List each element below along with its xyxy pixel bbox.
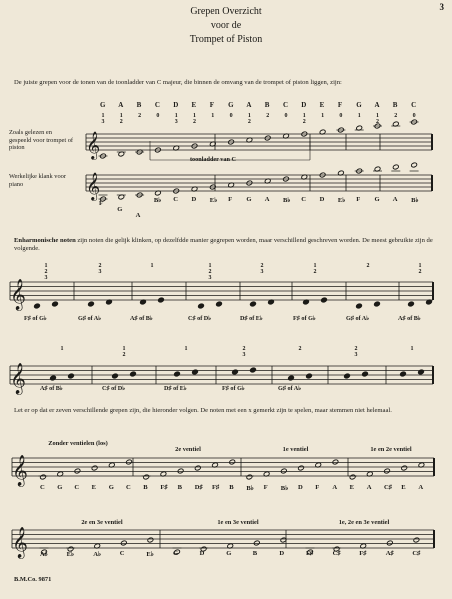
fingering: 1 2 xyxy=(247,113,251,126)
bottom-note-name: E♭ xyxy=(337,197,346,204)
sounding-note xyxy=(411,162,418,168)
series-note xyxy=(298,465,305,471)
top-note-name: G xyxy=(100,101,106,109)
top-note-name: F xyxy=(337,101,343,109)
sharp-note xyxy=(198,303,205,309)
series-note xyxy=(74,468,81,474)
sounding-note xyxy=(392,164,399,170)
enharmonic-pair: F♯ of G♭ xyxy=(24,315,47,322)
series-note-name: C xyxy=(126,484,131,491)
fingering: 0 xyxy=(339,113,343,119)
page-title-line1: Grepen Overzicht xyxy=(190,6,262,17)
enharmonic-fingering: 1 2 3 xyxy=(208,263,212,282)
bottom-note-name: G xyxy=(374,196,380,203)
bottom-note-name: A xyxy=(392,196,398,203)
enharmonic-body: zijn noten die gelijk klinken, op dezelfdde manier gegrepen worden, maar verschillend geschreven worden. De meest gebruikte zijn de volgende. xyxy=(14,237,433,253)
top-note-name: E xyxy=(191,101,197,109)
fingering: 1 xyxy=(357,113,361,119)
enharmonic-fingering: 2 xyxy=(298,346,302,352)
series-note-name: G xyxy=(226,550,232,557)
enharmonic-pair: G♯ of A♭ xyxy=(346,315,370,322)
treble-clef: 𝄞 xyxy=(10,363,26,394)
flat-note xyxy=(321,297,328,303)
series-note xyxy=(143,474,150,480)
flat-note xyxy=(158,297,165,303)
series-note xyxy=(126,459,133,465)
series-note-name: E xyxy=(349,484,354,491)
fingering: 1 2 xyxy=(193,113,196,126)
valve-group-label: 1e en 2e ventiel xyxy=(370,446,412,453)
fingering: 0 xyxy=(156,113,160,119)
series-note-name: F xyxy=(263,484,268,491)
enharmonic-fingering: 2 3 xyxy=(98,263,102,276)
series-note xyxy=(120,540,127,546)
series-text: Let er op dat er zeven verschillende grepen zijn, die hieronder volgen. De noten met een x gemerkt zijn te spelen, maar stemmen niet helemaal. xyxy=(14,407,392,414)
series-note-name: C xyxy=(74,484,80,491)
series-note-name: F♯ xyxy=(359,550,367,557)
fingering: 1 xyxy=(211,113,215,119)
series-note-name: C xyxy=(119,550,125,557)
bottom-note-name: A xyxy=(135,212,141,219)
enharmonic-pair: A♯ of B♭ xyxy=(40,385,63,392)
top-note-name: A xyxy=(246,101,252,109)
page-title-line3: Trompet of Piston xyxy=(189,34,263,45)
series-note xyxy=(40,474,47,480)
treble-clef: 𝄞 xyxy=(12,527,28,558)
flat-note xyxy=(374,301,381,307)
treble-clef: 𝄞 xyxy=(86,172,101,200)
fingering: 1 3 xyxy=(174,113,178,126)
series-note-name: C xyxy=(40,484,45,491)
fingering: 2 xyxy=(266,113,270,119)
enharmonic-pair: D♯ of E♭ xyxy=(164,385,187,392)
bottom-note-name: C xyxy=(173,196,178,203)
series-note xyxy=(41,549,48,555)
series-note xyxy=(67,546,74,552)
bottom-note-name: B♭ xyxy=(411,197,419,204)
series-note-name: B♭ xyxy=(280,485,289,492)
series-note-name: B xyxy=(229,484,234,491)
top-note-name: C xyxy=(283,101,289,109)
enharmonic-fingering: 1 2 3 xyxy=(44,263,48,282)
series-note-name: B♭ xyxy=(246,485,254,492)
fingering: 1 2 xyxy=(302,113,306,126)
flat-note xyxy=(192,369,199,375)
treble-clef: 𝄞 xyxy=(86,131,101,159)
enharmonic-pair: D♯ of E♭ xyxy=(240,315,263,322)
series-note-name: E xyxy=(401,484,406,491)
series-note xyxy=(307,549,314,555)
scale-caption: toonladder van C xyxy=(190,156,236,163)
enharmonic-fingering: 1 2 xyxy=(418,263,422,276)
enharmonic-pair: C♯ of D♭ xyxy=(188,315,212,322)
series-note xyxy=(349,474,356,480)
sharp-note xyxy=(408,301,415,307)
bottom-note-name: G xyxy=(117,206,123,213)
sharp-note xyxy=(344,373,351,379)
series-note xyxy=(200,546,207,552)
flat-note xyxy=(250,367,257,373)
flat-note xyxy=(418,369,425,375)
sharp-note xyxy=(232,369,239,375)
top-note-name: C xyxy=(411,101,417,109)
series-note-name: E♭ xyxy=(146,551,154,558)
series-note xyxy=(333,546,340,552)
flat-note xyxy=(52,301,59,307)
top-note-name: C xyxy=(154,101,160,109)
sharp-note xyxy=(112,373,119,379)
bottom-note-name: F xyxy=(228,196,233,203)
series-note xyxy=(386,540,393,546)
enharmonic-pair: F♯ of G♭ xyxy=(293,315,316,322)
series-note xyxy=(229,459,236,465)
enharmonic-fingering: 2 3 xyxy=(354,346,358,359)
series-note xyxy=(91,465,98,471)
series-note-name: A♯ xyxy=(385,550,394,557)
series-note-name: E♭ xyxy=(66,551,75,558)
enharmonic-pair: G♯ of A♭ xyxy=(278,385,302,392)
fingering: 2 xyxy=(138,113,142,119)
series-note xyxy=(253,540,260,546)
series-note-name: D xyxy=(199,550,205,557)
valve-group-label: 1e en 3e ventiel xyxy=(217,519,259,526)
top-note-name: A xyxy=(118,101,124,109)
top-note-name: D xyxy=(301,101,307,109)
flat-note xyxy=(216,301,223,307)
series-note-name: A xyxy=(418,484,424,491)
fingering: 2 xyxy=(394,113,398,119)
series-note-name: F xyxy=(315,484,320,491)
flat-note xyxy=(130,371,137,377)
bottom-note-name: E♭ xyxy=(209,197,218,204)
series-note-name: B xyxy=(143,484,148,491)
page-title-line2: voor de xyxy=(210,20,242,31)
series-note xyxy=(174,549,181,555)
series-note-name: A♭ xyxy=(93,551,102,558)
enharmonic-pair: A♯ of B♭ xyxy=(398,315,421,322)
bottom-note-name: A xyxy=(264,196,270,203)
enharmonic-pair: G♯ of A♭ xyxy=(78,315,102,322)
top-note-name: A xyxy=(374,101,380,109)
sharp-note xyxy=(400,371,407,377)
valve-group-label: 2e ventiel xyxy=(175,446,201,453)
treble-clef: 𝄞 xyxy=(12,455,28,486)
intro-text: De juiste grepen voor de tonen van de toonladder van C majeur, die binnen de omvang van de trompet of piston liggen, zijn: xyxy=(14,79,342,86)
enharmonic-fingering: 2 xyxy=(366,263,370,269)
enharmonic-fingering: 2 3 xyxy=(242,346,246,359)
fingering: 0 xyxy=(229,113,233,119)
bottom-note-name: D xyxy=(191,196,197,203)
series-note xyxy=(177,468,184,474)
enharmonic-fingering: 1 2 xyxy=(122,346,126,359)
treble-clef: 𝄞 xyxy=(10,279,26,310)
series-note-name: B xyxy=(177,484,182,491)
valve-group-label: 2e en 3e ventiel xyxy=(81,519,123,526)
bottom-note-name: B♭ xyxy=(283,197,291,204)
series-note-name: A xyxy=(332,484,338,491)
enharmonic-heading: Enharmonische noten xyxy=(14,237,76,244)
series-note-name: C♯ xyxy=(384,484,393,491)
fingering: 1 3 xyxy=(101,113,105,126)
series-note xyxy=(401,465,408,471)
top-note-name: G xyxy=(356,101,362,109)
bottom-note-name: F xyxy=(356,196,361,203)
flat-note xyxy=(362,371,369,377)
enharmonic-fingering: 1 xyxy=(150,263,154,269)
series-note-name: C♯ xyxy=(332,550,341,557)
enharmonic-fingering: 1 xyxy=(410,346,414,352)
series-note-name: A♭ xyxy=(40,551,48,558)
label-written: Zoals gelezen en gespeeld voor trompet of piston xyxy=(9,129,74,152)
enharmonic-pair: A♯ of B♭ xyxy=(130,315,153,322)
series-note xyxy=(413,537,420,543)
page-number: 3 xyxy=(439,2,444,12)
fingering: 0 xyxy=(412,113,416,119)
flat-note xyxy=(306,373,313,379)
label-sounding: Werkelijke klank voor piano xyxy=(9,173,66,188)
series-note-name: D♯ xyxy=(194,484,203,491)
top-note-name: F xyxy=(209,101,215,109)
sharp-note xyxy=(50,375,57,381)
enharmonic-fingering: 2 3 xyxy=(260,263,264,276)
enharmonic-fingering: 1 xyxy=(184,346,188,352)
top-note-name: E xyxy=(319,101,325,109)
fingering: 1 xyxy=(321,113,325,119)
series-note-name: F♯ xyxy=(160,484,168,491)
series-note xyxy=(332,459,339,465)
series-note-name: E xyxy=(91,484,96,491)
series-note xyxy=(280,468,287,474)
bottom-note-name: B♭ xyxy=(153,197,162,204)
bottom-note-name: C xyxy=(301,196,307,203)
sharp-note xyxy=(174,371,181,377)
top-note-name: B xyxy=(392,101,398,109)
valve-group-label: Zonder ventielen (los) xyxy=(48,440,108,447)
enharmonic-pair: F♯ of G♭ xyxy=(222,385,245,392)
series-note-name: F♯ xyxy=(306,550,314,557)
series-note-name: D xyxy=(298,484,303,491)
sharp-note xyxy=(34,303,41,309)
enharmonic-fingering: 1 xyxy=(60,346,64,352)
top-note-name: B xyxy=(136,101,142,109)
sharp-note xyxy=(88,301,95,307)
sharp-note xyxy=(250,301,257,307)
series-note xyxy=(384,468,391,474)
series-note xyxy=(246,474,253,480)
series-note xyxy=(147,537,154,543)
fingering: 1 2 xyxy=(119,113,123,126)
fingering: 0 xyxy=(284,113,288,119)
sharp-note xyxy=(288,375,295,381)
bottom-note-name: F xyxy=(99,200,104,207)
bottom-note-name: D xyxy=(319,196,325,203)
enharmonic-fingering: 1 2 xyxy=(313,263,317,276)
series-note-name: A xyxy=(366,484,372,491)
sharp-note xyxy=(356,303,363,309)
top-note-name: G xyxy=(228,101,234,109)
valve-group-label: 1e, 2e en 3e ventiel xyxy=(338,519,390,526)
series-note-name: G xyxy=(57,484,63,491)
bottom-note-name: G xyxy=(246,196,252,203)
valve-group-label: 1e ventiel xyxy=(282,446,309,453)
enharmonic-pair: C♯ of D♭ xyxy=(102,385,126,392)
series-note-name: D xyxy=(279,550,285,557)
series-note-name: G xyxy=(173,550,179,557)
series-note xyxy=(194,465,201,471)
series-note-name: F♯ xyxy=(212,484,220,491)
series-note-name: B xyxy=(252,550,258,557)
publisher-code: B.M.Co. 9871 xyxy=(14,576,52,583)
flat-note xyxy=(68,373,75,379)
top-note-name: D xyxy=(173,101,179,109)
fingering: 1 2 xyxy=(376,113,379,126)
series-note-name: C♯ xyxy=(412,550,421,557)
top-note-name: B xyxy=(264,101,270,109)
series-note-name: G xyxy=(108,484,114,491)
